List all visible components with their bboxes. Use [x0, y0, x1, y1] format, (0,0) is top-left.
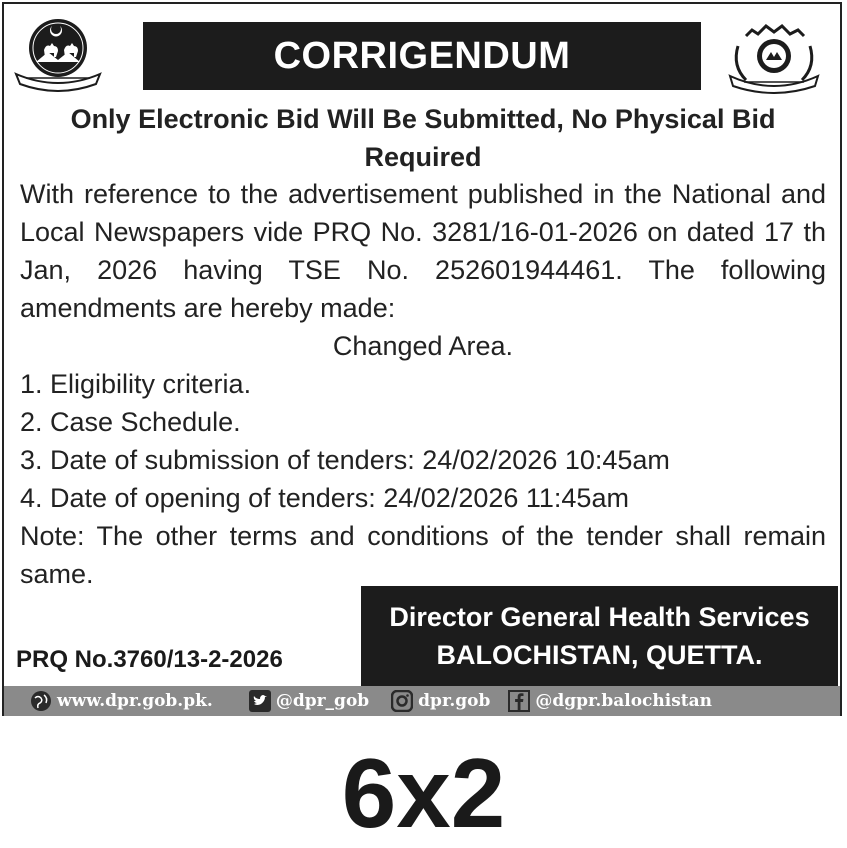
balochistan-emblem-logo [12, 16, 104, 92]
instagram-handle: dpr.gob [418, 691, 491, 711]
prq-number: PRQ No.3760/13-2-2026 [16, 646, 283, 673]
ad-size-label: 6x2 [341, 738, 506, 848]
notice-body [20, 175, 826, 593]
reference-paragraph: With reference to the advertisement published in the National and Local Newspapers vide PRQ No. 3281/16-01-2026 on dated 17 th Jan, 2026 having TSE No. 252601944461. The following amendments are hereby made: [20, 179, 826, 323]
footer-website[interactable] [30, 690, 213, 712]
facebook-icon [508, 690, 530, 712]
website-text: www.dpr.gob.pk. [57, 691, 213, 711]
amendment-list [20, 365, 826, 517]
signature-line-1: Director General Health Services [389, 602, 810, 632]
globe-icon [30, 690, 52, 712]
signature-block [361, 586, 838, 686]
footer-twitter[interactable] [249, 690, 369, 712]
dgpr-emblem-logo [716, 16, 832, 94]
twitter-icon [249, 690, 271, 712]
footer-facebook[interactable] [508, 690, 712, 712]
twitter-handle: @dpr_gob [275, 691, 370, 711]
list-item: 2. Case Schedule. [20, 407, 241, 437]
signature-line-2: BALOCHISTAN, QUETTA. [436, 640, 763, 670]
note-paragraph: Note: The other terms and conditions of the tender shall remain same. [20, 521, 826, 589]
list-item: 3. Date of submission of tenders: 24/02/2026 10:45am [20, 445, 670, 475]
subtitle-line-2: Required [364, 142, 482, 172]
list-item: 1. Eligibility criteria. [20, 369, 252, 399]
subtitle-line-1: Only Electronic Bid Will Be Submitted, No Physical Bid [70, 104, 776, 134]
corrigendum-title: CORRIGENDUM [143, 22, 701, 90]
changed-area-heading: Changed Area. [332, 331, 514, 361]
list-item: 4. Date of opening of tenders: 24/02/2026 11:45am [20, 483, 629, 513]
footer-contact-bar [4, 686, 840, 716]
instagram-icon [391, 690, 413, 712]
bid-subtitle [40, 100, 806, 176]
facebook-handle: @dgpr.balochistan [535, 691, 713, 711]
footer-instagram[interactable] [391, 690, 490, 712]
